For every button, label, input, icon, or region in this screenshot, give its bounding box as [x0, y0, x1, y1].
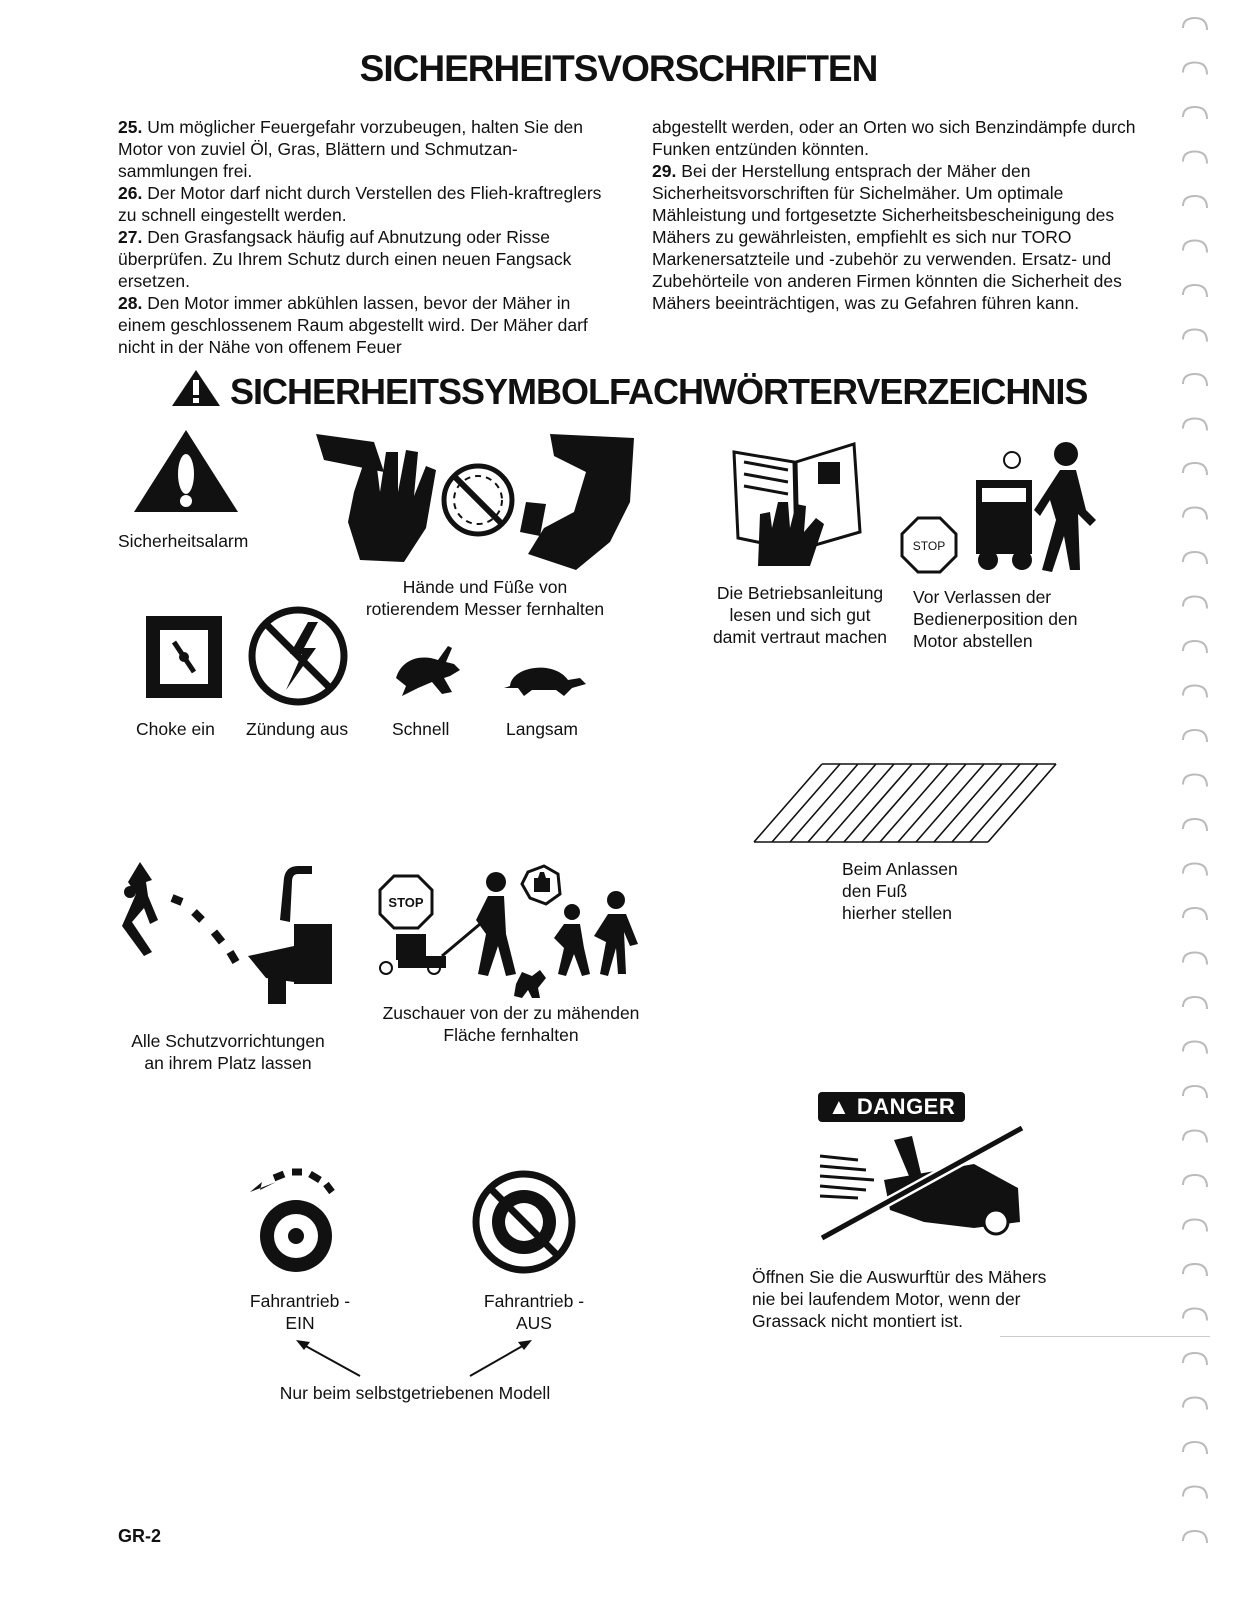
choke-icon — [144, 614, 224, 705]
rules-left-column — [118, 116, 608, 358]
binder-ring — [1183, 1398, 1207, 1410]
caption-line: Hände und Füße von — [402, 577, 568, 597]
label-choke: Choke ein — [136, 719, 215, 739]
binder-ring — [1183, 1131, 1207, 1143]
caption-line: rotierendem Messer fernhalten — [365, 599, 605, 619]
binder-ring — [1183, 1353, 1207, 1365]
binder-ring — [1183, 819, 1207, 831]
binder-ring — [1183, 775, 1207, 787]
turtle-slow-icon — [502, 656, 588, 703]
label-slow: Langsam — [506, 719, 578, 739]
danger-label-text: DANGER — [856, 1094, 956, 1119]
warning-triangle-icon: ▲ — [828, 1094, 851, 1119]
label-fast: Schnell — [392, 719, 450, 739]
label-guards — [110, 1030, 346, 1074]
rule-text: Bei der Herstellung entsprach der Mäher den Sicherheitsvorschriften für Sichelmäher. Um optimale Mähleistung und fortgesetzte Sicherheitsbescheinigung des Mähers zu gewährleisten, empfiehlt es sich nur TORO Markenersatzteile und -zubehör zu verwenden. Ersatz- und Zubehörteile von anderen Firmen könnten die Sicherheit des Mähers beeinträchtigen, was zu Gefahren führen kann. — [652, 161, 1122, 313]
binder-ring — [1183, 508, 1207, 520]
binder-ring — [1183, 152, 1207, 164]
binder-ring — [1183, 18, 1207, 30]
caption-line: Zuschauer von der zu mähenden — [382, 1003, 640, 1023]
binder-ring — [1183, 997, 1207, 1009]
label-self-propelled: Nur beim selbstgetriebenen Modell — [279, 1383, 551, 1403]
pointer-arrows-icon — [290, 1336, 540, 1385]
binder-ring — [1183, 730, 1207, 742]
binder-ring — [1183, 552, 1207, 564]
rule-26 — [118, 182, 608, 226]
caption-line: Fahrantrieb - — [483, 1291, 585, 1311]
caption-line: Öffnen Sie die Auswurftür des Mähers — [752, 1267, 1047, 1287]
binder-ring — [1183, 1309, 1207, 1321]
danger-decal — [818, 1092, 965, 1122]
binder-ring — [1183, 953, 1207, 965]
label-danger-text — [752, 1266, 1046, 1332]
rule-number: 25. — [118, 117, 143, 137]
binder-ring — [1183, 330, 1207, 342]
binder-ring — [1183, 419, 1207, 431]
rule-text: Der Motor darf nicht durch Verstellen des Flieh-kraftreglers zu schnell eingestellt werden. — [118, 183, 602, 225]
caption-line: lesen und sich gut — [729, 605, 871, 625]
stop-sign-text: STOP — [912, 539, 946, 553]
foot-placement-hatch-icon — [752, 762, 1062, 849]
binder-ring — [1183, 463, 1207, 475]
label-drive-on — [230, 1290, 370, 1334]
glossary-heading-text: SICHERHEITSSYMBOLFACHWÖRTERVERZEICHNIS — [230, 371, 1088, 412]
binder-ring — [1183, 285, 1207, 297]
binder-ring — [1183, 641, 1207, 653]
caption-line: EIN — [285, 1313, 315, 1333]
caption-line: nie bei laufendem Motor, wenn der — [752, 1289, 1021, 1309]
rule-text: Den Grasfangsack häufig auf Abnutzung oder Risse überprüfen. Zu Ihrem Schutz durch einen neuen Fangsack ersetzen. — [118, 227, 572, 291]
binder-ring — [1183, 1531, 1207, 1543]
binder-ring — [1183, 241, 1207, 253]
label-safety-alarm: Sicherheitsalarm — [118, 531, 249, 551]
ignition-off-icon — [246, 604, 350, 713]
caption-line: Die Betriebsanleitung — [716, 583, 884, 603]
caption-line: hierher stellen — [842, 903, 952, 923]
page-title: SICHERHEITSVORSCHRIFTEN — [359, 48, 878, 89]
rule-text: Um möglicher Feuergefahr vorzubeugen, halten Sie den Motor von zuviel Öl, Gras, Blättern und Schmutzan-sammlungen frei. — [118, 117, 584, 181]
rule-25 — [118, 116, 608, 182]
caption-line: an ihrem Platz lassen — [144, 1053, 312, 1073]
page-number: GR-2 — [118, 1526, 162, 1546]
divider-line — [1000, 1336, 1210, 1337]
caption-line: Grassack nicht montiert ist. — [752, 1311, 964, 1331]
binder-ring — [1183, 686, 1207, 698]
binder-ring — [1183, 107, 1207, 119]
binder-ring — [1183, 864, 1207, 876]
caption-line: Bedienerposition den — [913, 609, 1078, 629]
guards-thrown-object-icon — [118, 860, 338, 1015]
binder-ring — [1183, 1175, 1207, 1187]
rule-number: 27. — [118, 227, 143, 247]
binder-ring — [1183, 63, 1207, 75]
binder-ring — [1183, 1042, 1207, 1054]
stop-sign-text: STOP — [388, 895, 424, 910]
hand-foot-blade-icon — [314, 432, 644, 577]
drive-on-wheel-icon — [246, 1168, 346, 1281]
caption-line: Fläche fernhalten — [443, 1025, 579, 1045]
caption-line: Alle Schutzvorrichtungen — [131, 1031, 325, 1051]
rule-text: Den Motor immer abkühlen lassen, bevor der Mäher in einem geschlossenem Raum abgestellt wird. Der Mäher darf nicht in der Nähe von offenem Feuer — [118, 293, 588, 357]
binder-ring — [1183, 1264, 1207, 1276]
binder-ring — [1183, 1220, 1207, 1232]
rule-28-continuation: abgestellt werden, oder an Orten wo sich Benzindämpfe durch Funken entzünden könnten. — [652, 117, 1136, 159]
binder-ring — [1183, 196, 1207, 208]
binder-ring — [1183, 908, 1207, 920]
glossary-heading — [170, 368, 1087, 417]
label-bystanders — [366, 1002, 656, 1046]
label-stop-engine — [913, 586, 1077, 652]
discharge-door-icon — [814, 1126, 1028, 1247]
safety-alert-icon — [132, 428, 240, 519]
label-read-manual — [700, 582, 900, 648]
caption-line: Beim Anlassen — [842, 859, 958, 879]
caption-line: AUS — [516, 1313, 552, 1333]
caption-line: Fahrantrieb - — [249, 1291, 351, 1311]
warning-triangle-icon — [170, 368, 222, 417]
label-ignition: Zündung aus — [246, 719, 349, 739]
bystanders-icon — [376, 864, 646, 1005]
stop-engine-icon — [900, 440, 1110, 585]
binder-ring — [1183, 374, 1207, 386]
caption-line: Motor abstellen — [913, 631, 1033, 651]
label-drive-off — [464, 1290, 604, 1334]
binder-rings — [1177, 0, 1217, 1600]
manual-book-icon — [730, 432, 864, 573]
binder-ring — [1183, 1086, 1207, 1098]
binder-ring — [1183, 597, 1207, 609]
caption-line: Vor Verlassen der — [913, 587, 1052, 607]
rules-right-column — [652, 116, 1142, 314]
rule-number: 26. — [118, 183, 143, 203]
rabbit-fast-icon — [392, 638, 464, 703]
binder-ring — [1183, 1487, 1207, 1499]
caption-line: damit vertraut machen — [712, 627, 888, 647]
label-foot-here — [842, 858, 958, 924]
drive-off-wheel-icon — [470, 1168, 578, 1281]
danger-label — [818, 1092, 965, 1122]
label-hands-feet — [350, 576, 620, 620]
binder-ring — [1183, 1442, 1207, 1454]
caption-line: den Fuß — [842, 881, 908, 901]
rule-number: 29. — [652, 161, 677, 181]
rule-29 — [652, 160, 1142, 314]
rule-number: 28. — [118, 293, 143, 313]
rule-27 — [118, 226, 608, 292]
rule-28 — [118, 292, 608, 358]
